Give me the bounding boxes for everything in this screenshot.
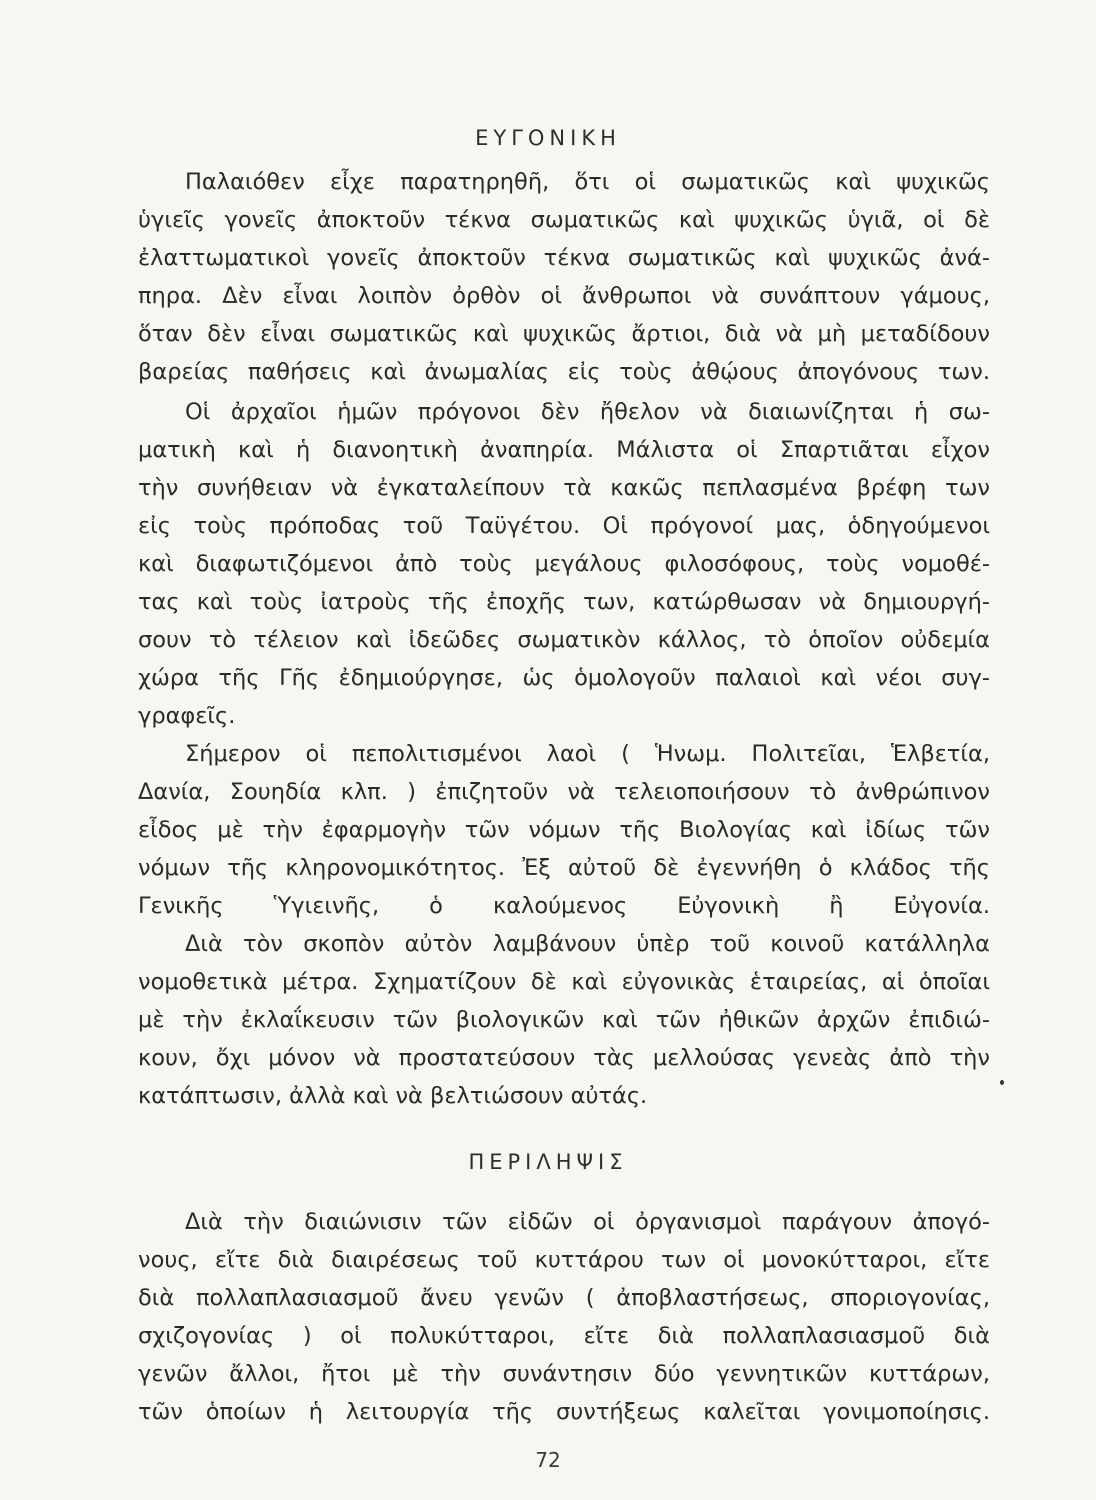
text-line: τας καὶ τοὺς ἰατροὺς τῆς ἐποχῆς των, κατώρθωσαν νὰ δημιουργή- bbox=[138, 589, 990, 615]
text-line: εἶδος μὲ τὴν ἐφαρμογὴν τῶν νόμων τῆς Βιολογίας καὶ ἰδίως τῶν bbox=[138, 817, 990, 843]
text-line: καὶ διαφωτιζόμενοι ἀπὸ τοὺς μεγάλους φιλοσόφους, τοὺς νομοθέ- bbox=[138, 551, 990, 577]
text-line: νους, εἴτε διὰ διαιρέσεως τοῦ κυττάρου των οἱ μονοκύτταροι, εἴτε bbox=[138, 1247, 990, 1273]
text-line: Δανία, Σουηδία κλπ. ) ἐπιζητοῦν νὰ τελειοποιήσουν τὸ ἀνθρώπινον bbox=[138, 779, 990, 805]
text-line: ματικὴ καὶ ἡ διανοητικὴ ἀναπηρία. Μάλιστα οἱ Σπαρτιᾶται εἶχον bbox=[138, 437, 990, 463]
text-line: γενῶν ἄλλοι, ἤτοι μὲ τὴν συνάντησιν δύο γεννητικῶν κυττάρων, bbox=[138, 1361, 990, 1387]
text-line: Γενικῆς Ὑγιεινῆς, ὁ καλούμενος Εὐγονικὴ ἢ Εὐγονία. bbox=[138, 893, 990, 919]
text-line: νομοθετικὰ μέτρα. Σχηματίζουν δὲ καὶ εὐγονικὰς ἑταιρείας, αἱ ὁποῖαι bbox=[138, 969, 990, 995]
text-line: ὑγιεῖς γονεῖς ἀποκτοῦν τέκνα σωματικῶς καὶ ψυχικῶς ὑγιᾶ, οἱ δὲ bbox=[138, 207, 990, 233]
text-line: Διὰ τὴν διαιώνισιν τῶν εἰδῶν οἱ ὀργανισμοὶ παράγουν ἀπογό- bbox=[185, 1209, 990, 1235]
text-line: εἰς τοὺς πρόποδας τοῦ Ταϋγέτου. Οἱ πρόγονοί μας, ὁδηγούμενοι bbox=[138, 513, 990, 539]
page-number: 72 bbox=[535, 1448, 561, 1472]
text-line: μὲ τὴν ἐκλαΐκευσιν τῶν βιολογικῶν καὶ τῶν ἠθικῶν ἀρχῶν ἐπιδιώ- bbox=[138, 1007, 990, 1033]
text-line: νόμων τῆς κληρονομικότητος. Ἐξ αὐτοῦ δὲ ἐγεννήθη ὁ κλάδος τῆς bbox=[138, 855, 990, 881]
text-line: βαρείας παθήσεις καὶ ἀνωμαλίας εἰς τοὺς ἀθῴους ἀπογόνους των. bbox=[138, 359, 990, 385]
section-heading-eugonics: ΕΥΓΟΝΙΚΗ bbox=[475, 126, 621, 150]
text-line: τῶν ὁποίων ἡ λειτουργία τῆς συντήξεως καλεῖται γονιμοποίησις. bbox=[138, 1399, 990, 1425]
section-heading-summary: ΠΕΡΙΛΗΨΙΣ bbox=[468, 1150, 628, 1174]
print-speck bbox=[1000, 1080, 1004, 1085]
text-line: τὴν συνήθειαν νὰ ἐγκαταλείπουν τὰ κακῶς πεπλασμένα βρέφη των bbox=[138, 475, 990, 501]
text-line: πηρα. Δὲν εἶναι λοιπὸν ὀρθὸν οἱ ἄνθρωποι νὰ συνάπτουν γάμους, bbox=[138, 283, 990, 309]
text-line: Σήμερον οἱ πεπολιτισμένοι λαοὶ ( Ἡνωμ. Πολιτεῖαι, Ἑλβετία, bbox=[185, 741, 990, 767]
text-line: κατάπτωσιν, ἀλλὰ καὶ νὰ βελτιώσουν αὐτάς. bbox=[138, 1083, 648, 1109]
text-line: Παλαιόθεν εἶχε παρατηρηθῆ, ὅτι οἱ σωματικῶς καὶ ψυχικῶς bbox=[185, 169, 990, 195]
text-line: σχιζογονίας ) οἱ πολυκύτταροι, εἴτε διὰ πολλαπλασιασμοῦ διὰ bbox=[138, 1323, 990, 1349]
text-line: σουν τὸ τέλειον καὶ ἰδεῶδες σωματικὸν κάλλος, τὸ ὁποῖον οὐδεμία bbox=[138, 627, 990, 653]
text-line: ἐλαττωματικοὶ γονεῖς ἀποκτοῦν τέκνα σωματικῶς καὶ ψυχικῶς ἀνά- bbox=[138, 245, 990, 271]
text-line: Διὰ τὸν σκοπὸν αὐτὸν λαμβάνουν ὑπὲρ τοῦ κοινοῦ κατάλληλα bbox=[185, 931, 990, 957]
text-line: διὰ πολλαπλασιασμοῦ ἄνευ γενῶν ( ἀποβλαστήσεως, σποριογονίας, bbox=[138, 1285, 990, 1311]
text-line: Οἱ ἀρχαῖοι ἡμῶν πρόγονοι δὲν ἤθελον νὰ διαιωνίζηται ἡ σω- bbox=[185, 399, 990, 425]
text-line: χώρα τῆς Γῆς ἐδημιούργησε, ὡς ὁμολογοῦν παλαιοὶ καὶ νέοι συγ- bbox=[138, 665, 990, 691]
text-line: ὅταν δὲν εἶναι σωματικῶς καὶ ψυχικῶς ἄρτιοι, διὰ νὰ μὴ μεταδίδουν bbox=[138, 321, 990, 347]
text-line: κουν, ὄχι μόνον νὰ προστατεύσουν τὰς μελλούσας γενεὰς ἀπὸ τὴν bbox=[138, 1045, 990, 1071]
text-line: γραφεῖς. bbox=[138, 703, 236, 729]
